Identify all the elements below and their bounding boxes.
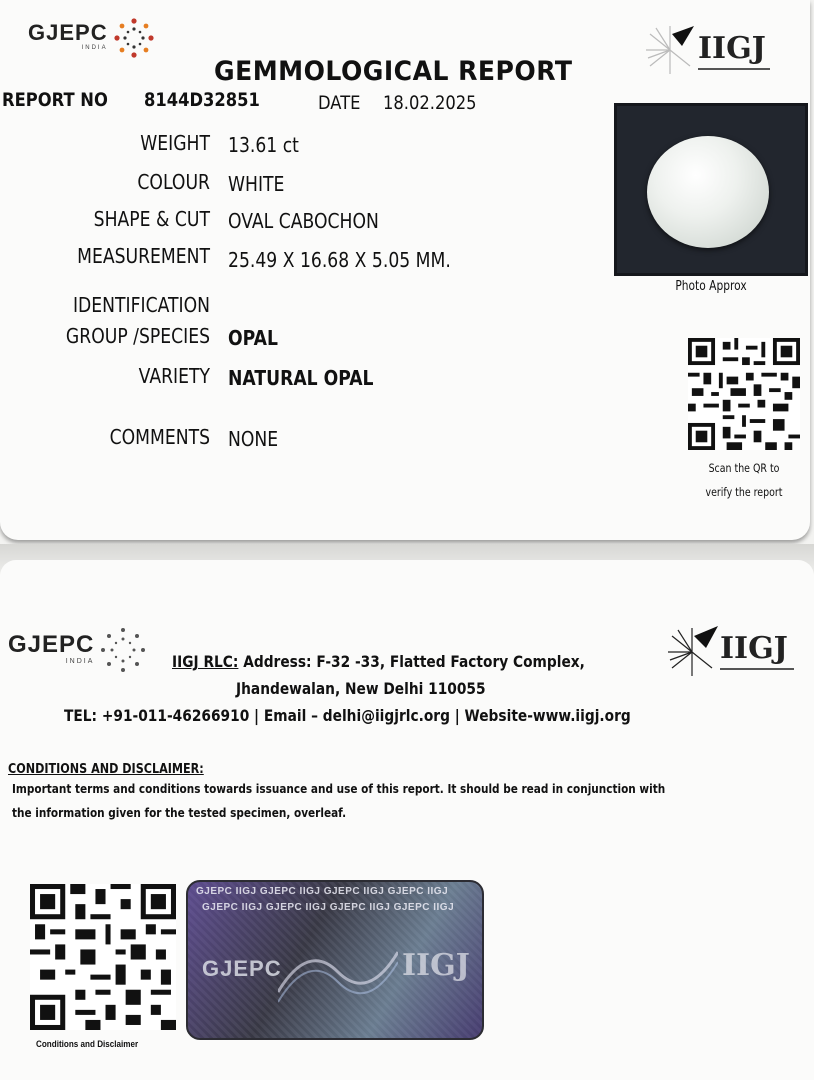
gem-photo bbox=[614, 103, 808, 276]
gjepc-logo-back-subtext: INDIA bbox=[65, 658, 95, 665]
measurement-label: MEASUREMENT bbox=[77, 244, 211, 268]
hologram-brand-iigj: IIGJ bbox=[402, 948, 470, 983]
hologram-brand-gjepc: GJEPC bbox=[202, 956, 282, 981]
security-hologram bbox=[186, 880, 484, 1040]
identification-label: IDENTIFICATION bbox=[72, 293, 210, 317]
qr-caption-line-1: Scan the QR to bbox=[708, 461, 780, 475]
weight-value: 13.61 ct bbox=[228, 133, 299, 157]
shape-cut-label: SHAPE & CUT bbox=[93, 207, 210, 231]
gjepc-logo-text: GJEPC bbox=[28, 20, 108, 45]
group-species-label: GROUP /SPECIES bbox=[65, 324, 210, 348]
iigj-logo bbox=[642, 22, 770, 78]
variety-value: NATURAL OPAL bbox=[228, 366, 374, 390]
iigj-sunburst-icon bbox=[642, 22, 698, 78]
conditions-qr-code[interactable] bbox=[30, 884, 176, 1030]
comments-label: COMMENTS bbox=[109, 425, 210, 449]
colour-label: COLOUR bbox=[137, 170, 210, 194]
gjepc-logo-back bbox=[8, 633, 148, 675]
variety-label: VARIETY bbox=[138, 364, 210, 388]
iigj-sunburst-back-icon bbox=[664, 620, 720, 680]
address-line-2: Jhandewalan, New Delhi 110055 bbox=[236, 679, 486, 698]
date-label: DATE bbox=[318, 92, 361, 114]
conditions-line-1: Important terms and conditions towards issuance and use of this report. It should be read in conjunction with bbox=[12, 781, 666, 796]
conditions-qr-caption: Conditions and Disclaimer bbox=[36, 1039, 139, 1049]
address-line-1-text: Address: F-32 -33, Flatted Factory Complex, bbox=[243, 652, 585, 671]
report-no-value: 8144D32851 bbox=[144, 89, 260, 111]
gjepc-logo bbox=[28, 22, 156, 60]
gjepc-logo-subtext: INDIA bbox=[81, 45, 108, 51]
iigj-logo-back-text: IIGJ bbox=[720, 630, 788, 666]
iigj-logo-back bbox=[664, 620, 794, 680]
group-species-value: OPAL bbox=[228, 326, 278, 350]
measurement-value: 25.49 X 16.68 X 5.05 MM. bbox=[228, 248, 451, 272]
report-front-card bbox=[0, 0, 810, 540]
iigj-logo-underline bbox=[698, 68, 770, 70]
conditions-heading: CONDITIONS AND DISCLAIMER: bbox=[8, 762, 204, 777]
conditions-line-2: the information given for the tested specimen, overleaf. bbox=[12, 805, 347, 820]
hologram-wave-icon bbox=[278, 932, 398, 1012]
photo-caption: Photo Approx bbox=[675, 279, 747, 294]
iigj-logo-back-underline bbox=[720, 668, 794, 670]
weight-label: WEIGHT bbox=[140, 131, 210, 155]
verify-qr-code[interactable] bbox=[688, 338, 800, 450]
address-prefix: IIGJ RLC: bbox=[172, 652, 239, 671]
shape-cut-value: OVAL CABOCHON bbox=[228, 209, 379, 233]
comments-value: NONE bbox=[228, 427, 279, 451]
report-title: GEMMOLOGICAL REPORT bbox=[214, 56, 573, 87]
gjepc-sunburst-icon bbox=[112, 16, 156, 60]
qr-caption-line-2: verify the report bbox=[705, 485, 783, 499]
colour-value: WHITE bbox=[228, 172, 285, 196]
gjepc-logo-back-text: GJEPC bbox=[8, 631, 95, 658]
opal-gem-image bbox=[647, 136, 769, 248]
hologram-pattern-text: GJEPC IIGJ GJEPC IIGJ GJEPC IIGJ GJEPC IIGJ bbox=[196, 886, 449, 897]
contact-line: TEL: +91-011-46266910 | Email – delhi@iigjrlc.org | Website-www.iigj.org bbox=[64, 706, 631, 725]
address-line-1 bbox=[172, 652, 585, 671]
hologram-pattern-text-2: GJEPC IIGJ GJEPC IIGJ GJEPC IIGJ GJEPC IIGJ bbox=[202, 902, 455, 913]
report-no-label: REPORT NO bbox=[2, 89, 108, 111]
gjepc-sunburst-back-icon bbox=[98, 625, 148, 675]
date-value: 18.02.2025 bbox=[383, 92, 477, 114]
iigj-logo-text: IIGJ bbox=[698, 30, 766, 66]
